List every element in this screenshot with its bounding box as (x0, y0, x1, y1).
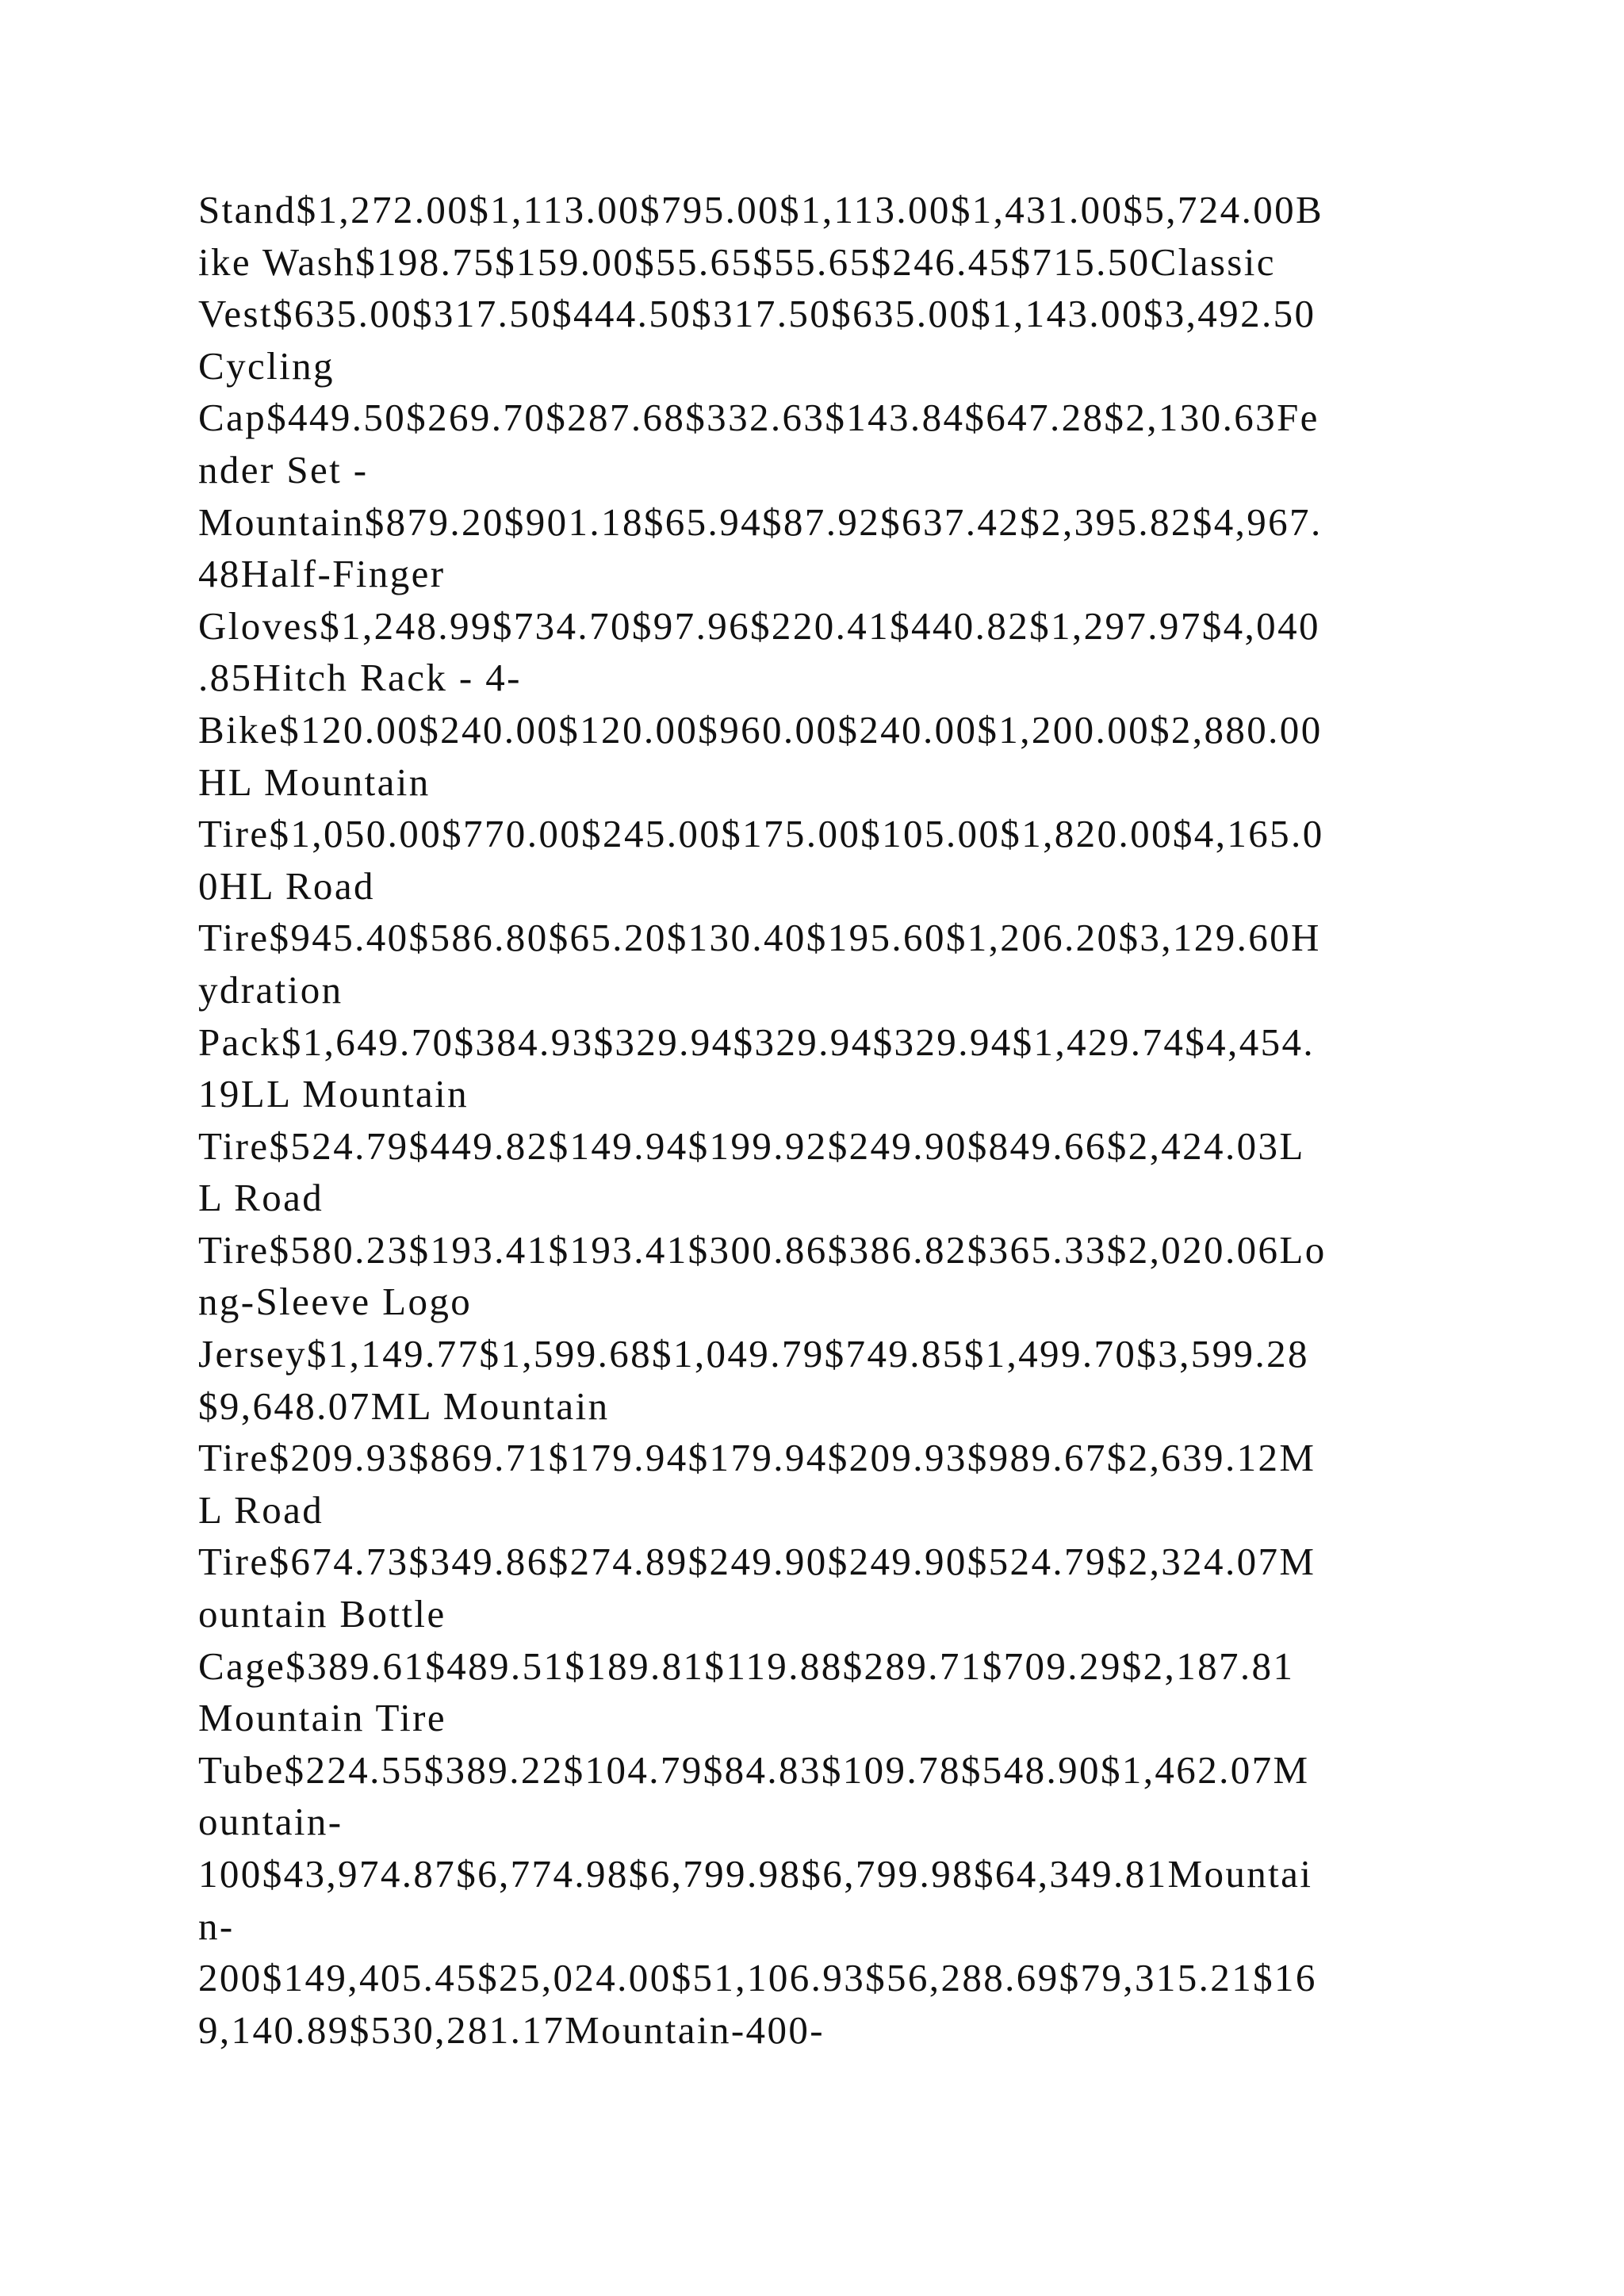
text-line: Tire$524.79$449.82$149.94$199.92$249.90$849.66$2,424.03L (198, 1123, 1305, 1168)
text-line: Tire$674.73$349.86$274.89$249.90$249.90$524.79$2,324.07M (198, 1540, 1316, 1584)
text-line: ng-Sleeve Logo (198, 1280, 473, 1324)
text-line: nder Set - (198, 447, 369, 492)
text-line: 19LL Mountain (198, 1072, 469, 1116)
text-line: Tire$209.93$869.71$179.94$179.94$209.93$989.67$2,639.12M (198, 1436, 1316, 1480)
text-line: ike Wash$198.75$159.00$55.65$55.65$246.45$715.50Classic (198, 239, 1276, 284)
text-line: 100$43,974.87$6,774.98$6,799.98$6,799.98$64,349.81Mountai (198, 1852, 1313, 1896)
text-line: Jersey$1,149.77$1,599.68$1,049.79$749.85$1,499.70$3,599.28 (198, 1332, 1309, 1376)
text-line: Mountain Tire (198, 1696, 446, 1740)
text-line: L Road (198, 1487, 324, 1532)
text-line: Tire$1,050.00$770.00$245.00$175.00$105.00$1,820.00$4,165.0 (198, 812, 1324, 856)
text-line: Cage$389.61$489.51$189.81$119.88$289.71$709.29$2,187.81 (198, 1644, 1295, 1688)
text-line: ountain Bottle (198, 1592, 446, 1636)
text-line: 48Half-Finger (198, 552, 446, 596)
text-line: Vest$635.00$317.50$444.50$317.50$635.00$1,143.00$3,492.50 (198, 292, 1316, 336)
text-line: Gloves$1,248.99$734.70$97.96$220.41$440.82$1,297.97$4,040 (198, 603, 1320, 648)
text-line: Cap$449.50$269.70$287.68$332.63$143.84$647.28$2,130.63Fe (198, 396, 1320, 440)
text-line: Bike$120.00$240.00$120.00$960.00$240.00$1,200.00$2,880.00 (198, 707, 1323, 752)
text-line: 0HL Road (198, 863, 375, 908)
text-line: Tire$945.40$586.80$65.20$130.40$195.60$1,206.20$3,129.60H (198, 916, 1321, 960)
text-line: Mountain$879.20$901.18$65.94$87.92$637.42$2,395.82$4,967. (198, 499, 1323, 544)
text-line: ountain- (198, 1800, 343, 1844)
text-line: Pack$1,649.70$384.93$329.94$329.94$329.94$1,429.74$4,454. (198, 1020, 1316, 1064)
text-line: .85Hitch Rack - 4- (198, 656, 522, 700)
text-line: Tire$580.23$193.41$193.41$300.86$386.82$365.33$2,020.06Lo (198, 1227, 1327, 1272)
document-text (198, 184, 1467, 2056)
text-line: Tube$224.55$389.22$104.79$84.83$109.78$548.90$1,462.07M (198, 1747, 1310, 1792)
text-line: HL Mountain (198, 760, 431, 804)
text-line: L Road (198, 1176, 324, 1220)
text-line: 9,140.89$530,281.17Mountain-400- (198, 2007, 825, 2052)
text-line: Stand$1,272.00$1,113.00$795.00$1,113.00$1,431.00$5,724.00B (198, 188, 1324, 232)
text-line: n- (198, 1904, 235, 1948)
text-line: Cycling (198, 343, 335, 388)
text-line: $9,648.07ML Mountain (198, 1383, 610, 1428)
text-line: 200$149,405.45$25,024.00$51,106.93$56,288.69$79,315.21$16 (198, 1956, 1317, 2000)
text-line: ydration (198, 967, 343, 1012)
